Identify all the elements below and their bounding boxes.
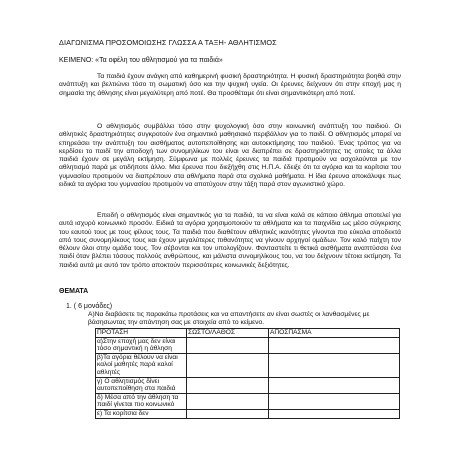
paragraph-text: Ο αθλητισμός συμβάλλει τόσο στην ψυχολογική όσο στην κοινωνική ανάπτυξη του παιδιού. Οι αθλητικές δραστηριότητες συγκροτούν ένα σημαντικό μαθησιακό περιβάλλον για το παιδί. Ο αθλητισμός μπορεί να επηρεάσει την ανάπτυξη του αισθήματος αυτοπεποίθησης και αυτοεκτίμησης του παιδιού. Ένας τρόπος για να κερδίσει το παιδί την αποδοχή των συνομηλίκων του είναι να διαπρέπει σε δραστηριότητες τις οποίες τα άλλα παιδιά έχουν σε μεγάλη εκτίμηση. Σύμφωνα με πολλές έρευνες τα παιδιά προτιμούν να ασχολούνται με τον αθλητισμό παρά με οτιδήποτε άλλο. Μια έρευνα που διεξήχθη στις Η.Π.Α. έδειξε ότι τα αγόρια και τα κορίτσια του γυμνασίου προτιμούν να διαπρέπουν στα αθλήματα παρά στα σχολικά μαθήματα. Η ίδια έρευνα αποκάλυψε πως ειδικά τα αγόρια του γυμνασίου προτιμούν να αποτύχουν στην τάξη παρά στον αγωνιστικό χώρο. <box>59 123 401 189</box>
table-row <box>96 337 400 353</box>
true-false-cell[interactable] <box>187 409 269 418</box>
true-false-cell[interactable] <box>187 393 269 409</box>
statement-cell: ε) Τα κορίτσια δεν <box>96 409 187 418</box>
statement-cell: α)Στην εποχή μας δεν είναι τόσο σημαντική η άθληση <box>96 337 187 353</box>
header-statement: ΠΡΟΤΑΣΗ <box>96 329 187 338</box>
answer-table <box>95 328 400 419</box>
header-excerpt: ΑΠΟΣΠΑΣΜΑ <box>269 329 400 338</box>
paragraph-text: Τα παιδιά έχουν ανάγκη από καθημερινή φυσική δραστηριότητα. Η φυσική δραστηριότητα βοηθά στην ανάπτυξη και βελτιώνει τόσο τη σωματική όσο και την ψυχική υγεία. Οι έρευνες δείχνουν ότι στην εποχή μας η σημασία της άθλησης είναι μεγαλύτερη από ποτέ. Θα προσθέταμε ότι είναι σημαντικότερη από ποτέ. <box>59 73 401 97</box>
table-header-row <box>96 329 400 338</box>
paragraph-text: Επειδή ο αθλητισμός είναι σημαντικός για τα παιδιά, τα να είναι καλά σε κάποιο άθλημα αποτελεί για αυτά ισχυρό κοινωνικό προσόν. Ειδικά τα αγόρια χρησιμοποιούν τα αθλήματα και τα παιχνίδια ως μέσο σύγκρισης του εαυτού τους με τους φίλους τους. Τα παιδιά που διαθέτουν αθλητικές ικανότητες γίνονται πιο εύκολα αποδεκτά από τους συνομηλίκους τους και έχουν μεγαλύτερες πιθανότητες να γίνουν αρχηγοί ομάδων. Τον καλό παίχτη τον θέλουν όλοι στην ομάδα τους. Τον σέβονται και τον υπολογίζουν. Φανταστείτε τι θετικά αισθήματα αναπτύσσει ένα παιδί όταν βλέπει τόσους πολλούς ανθρώπους, και μάλιστα συνομηλίκους του, να του δείχνουν τέτοια εκτίμηση. Τα παιδιά αυτά με αυτό τον τρόπο αποκτούν περισσότερες κοινωνικές δεξιότητες. <box>59 212 401 269</box>
excerpt-cell[interactable] <box>269 393 400 409</box>
paragraph-2 <box>59 123 401 189</box>
excerpt-cell[interactable] <box>269 377 400 393</box>
true-false-cell[interactable] <box>187 337 269 353</box>
text-heading: ΚΕΙΜΕΝΟ: «Τα οφέλη του αθλητισμού για τα παιδιά» <box>59 57 223 64</box>
table-row <box>96 353 400 377</box>
excerpt-cell[interactable] <box>269 353 400 377</box>
statement-cell: γ) Ο αθλητισμός δίνει αυτοπεποίθηση στα παιδιά <box>96 377 187 393</box>
table-row <box>96 393 400 409</box>
question-1-header <box>66 303 112 310</box>
questions-heading: ΘΕΜΑΤΑ <box>59 288 89 295</box>
document-title: ΔΙΑΓΩΝΙΣΜΑ ΠΡΟΣΟΜΟΙΩΣΗΣ ΓΛΩΣΣΑ Α ΤΑΞΗ- ΑΘΛΗΤΙΣΜΟΣ <box>59 38 277 47</box>
header-true-false: ΣΩΣΤΟ/ΛΑΘΟΣ <box>187 329 269 338</box>
excerpt-cell[interactable] <box>269 337 400 353</box>
excerpt-cell[interactable] <box>269 409 400 418</box>
true-false-cell[interactable] <box>187 377 269 393</box>
question-points: ( 6 μονάδες) <box>73 303 113 310</box>
table-row <box>96 409 400 418</box>
true-false-cell[interactable] <box>187 353 269 377</box>
statement-cell: δ) Μέσα από την άθληση τα παιδί γίνεται πιο κοινωνικό <box>96 393 187 409</box>
paragraph-3 <box>59 212 401 270</box>
question-instruction: Α)Να διαβάσετε τις παρακάτω προτάσεις και να απαντήσετε αν είναι σωστές οι λανθασμένες με βάσησωντας την απάντηση σας με στοιχεία από το κείμενο. <box>88 311 370 327</box>
statement-cell: β)Τα αγόρια θέλουν να είναι καλοί μαθητές παρά καλοί αθλητές <box>96 353 187 377</box>
question-number: 1. <box>66 303 72 310</box>
table-row <box>96 377 400 393</box>
paragraph-1 <box>59 73 401 98</box>
